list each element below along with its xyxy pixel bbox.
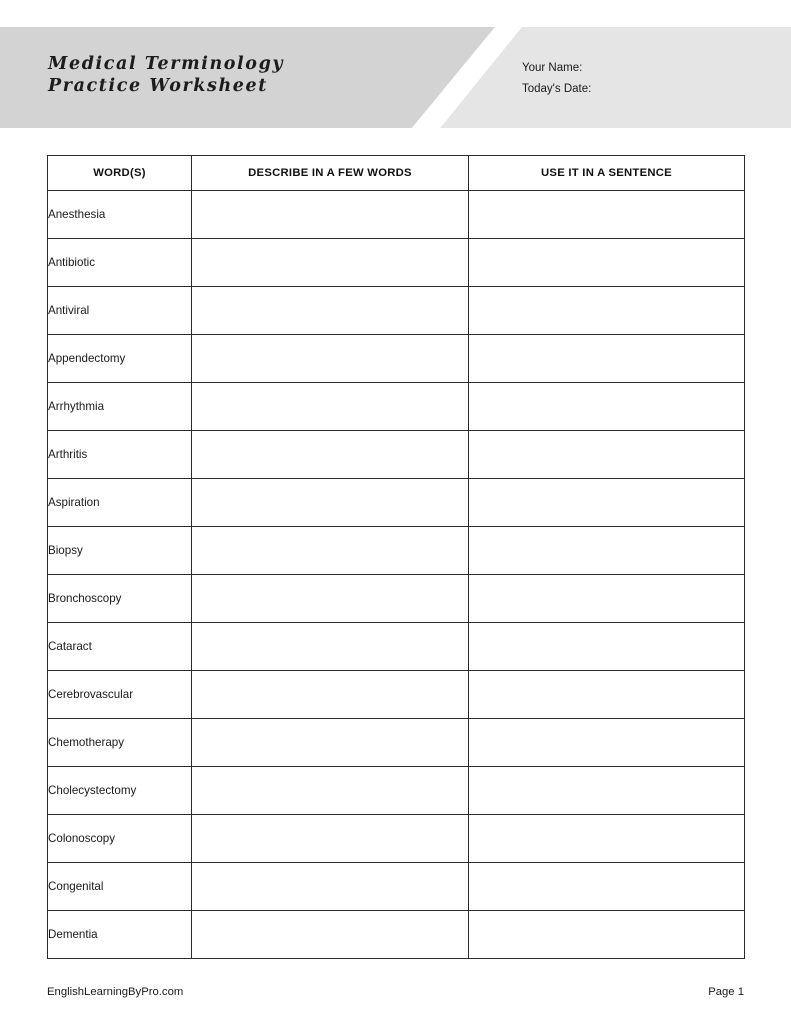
table-row — [48, 623, 745, 671]
table-row — [48, 479, 745, 527]
word-cell: Arrhythmia — [48, 383, 192, 431]
worksheet-table — [47, 155, 745, 959]
banner-light-shape — [436, 27, 791, 128]
sentence-answer-cell[interactable] — [469, 383, 745, 431]
sentence-answer-cell[interactable] — [469, 479, 745, 527]
table-row — [48, 383, 745, 431]
describe-answer-cell[interactable] — [192, 719, 469, 767]
table-row — [48, 527, 745, 575]
page-title-line-1: Medical Terminology — [48, 54, 285, 74]
column-header-describe: DESCRIBE IN A FEW WORDS — [192, 156, 469, 191]
sentence-answer-cell[interactable] — [469, 575, 745, 623]
table-row — [48, 431, 745, 479]
table-row — [48, 287, 745, 335]
word-cell: Congenital — [48, 863, 192, 911]
describe-answer-cell[interactable] — [192, 911, 469, 959]
table-row — [48, 239, 745, 287]
word-cell: Cholecystectomy — [48, 767, 192, 815]
describe-answer-cell[interactable] — [192, 815, 469, 863]
sentence-answer-cell[interactable] — [469, 815, 745, 863]
sentence-answer-cell[interactable] — [469, 335, 745, 383]
student-info-fields — [522, 58, 591, 100]
word-cell: Colonoscopy — [48, 815, 192, 863]
date-field-label: Today's Date: — [522, 83, 592, 95]
word-cell: Antibiotic — [48, 239, 192, 287]
describe-answer-cell[interactable] — [192, 383, 469, 431]
word-cell: Arthritis — [48, 431, 192, 479]
table-row — [48, 767, 745, 815]
word-cell: Chemotherapy — [48, 719, 192, 767]
sentence-answer-cell[interactable] — [469, 191, 745, 239]
table-row — [48, 911, 745, 959]
describe-answer-cell[interactable] — [192, 431, 469, 479]
column-header-sentence: USE IT IN A SENTENCE — [469, 156, 745, 191]
table-header-row — [48, 156, 745, 191]
name-field-label: Your Name: — [522, 62, 583, 74]
describe-answer-cell[interactable] — [192, 191, 469, 239]
describe-answer-cell[interactable] — [192, 335, 469, 383]
column-header-word: WORD(S) — [48, 156, 192, 191]
word-cell: Aspiration — [48, 479, 192, 527]
describe-answer-cell[interactable] — [192, 239, 469, 287]
sentence-answer-cell[interactable] — [469, 671, 745, 719]
word-cell: Cataract — [48, 623, 192, 671]
sentence-answer-cell[interactable] — [469, 239, 745, 287]
table-row — [48, 719, 745, 767]
word-cell: Bronchoscopy — [48, 575, 192, 623]
table-row — [48, 815, 745, 863]
table-row — [48, 671, 745, 719]
describe-answer-cell[interactable] — [192, 767, 469, 815]
table-header — [48, 156, 745, 191]
page-title-line-2: Practice Worksheet — [48, 76, 268, 96]
word-cell: Dementia — [48, 911, 192, 959]
sentence-answer-cell[interactable] — [469, 287, 745, 335]
table-row — [48, 191, 745, 239]
table-row — [48, 863, 745, 911]
describe-answer-cell[interactable] — [192, 287, 469, 335]
word-cell: Antiviral — [48, 287, 192, 335]
table-body — [48, 191, 745, 959]
describe-answer-cell[interactable] — [192, 671, 469, 719]
sentence-answer-cell[interactable] — [469, 767, 745, 815]
table-row — [48, 335, 745, 383]
word-cell: Appendectomy — [48, 335, 192, 383]
describe-answer-cell[interactable] — [192, 575, 469, 623]
word-cell: Biopsy — [48, 527, 192, 575]
describe-answer-cell[interactable] — [192, 527, 469, 575]
word-cell: Anesthesia — [48, 191, 192, 239]
describe-answer-cell[interactable] — [192, 863, 469, 911]
sentence-answer-cell[interactable] — [469, 863, 745, 911]
describe-answer-cell[interactable] — [192, 479, 469, 527]
sentence-answer-cell[interactable] — [469, 623, 745, 671]
table-row — [48, 575, 745, 623]
sentence-answer-cell[interactable] — [469, 719, 745, 767]
sentence-answer-cell[interactable] — [469, 527, 745, 575]
page-footer — [47, 986, 744, 998]
sentence-answer-cell[interactable] — [469, 431, 745, 479]
sentence-answer-cell[interactable] — [469, 911, 745, 959]
page-title — [48, 53, 284, 97]
footer-site-credit: EnglishLearningByPro.com — [47, 986, 184, 998]
word-cell: Cerebrovascular — [48, 671, 192, 719]
footer-page-number: Page 1 — [708, 986, 744, 998]
describe-answer-cell[interactable] — [192, 623, 469, 671]
